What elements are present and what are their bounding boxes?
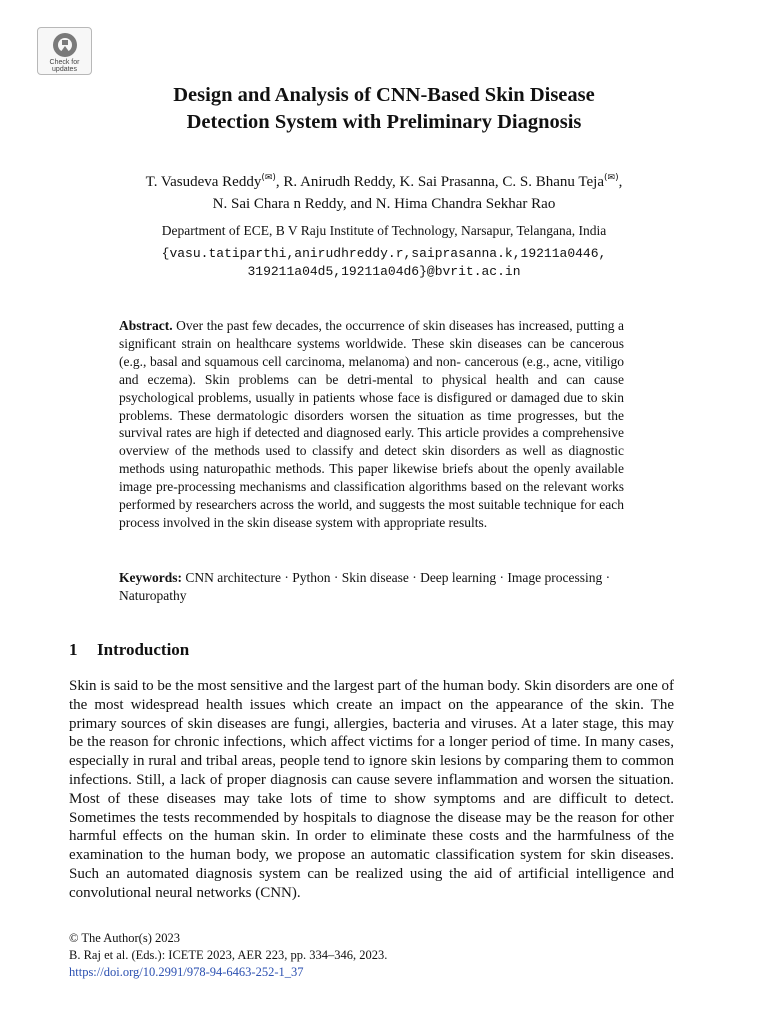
check-for-updates-icon: [52, 32, 78, 58]
abstract-text: Over the past few decades, the occurrence of skin diseases has increased, putting a significant strain on healthcare systems worldwide. These skin diseases can be cancerous (e.g., basal and squamous cell carcinoma, melanoma) and non- cancerous (e.g., acne, vitiligo and eczema). Skin problems can be detri-mental to physical health and can cause psychological problems, usually in patients whose face is disfigured or damaged due to skin problems. These dermatologic disorders worsen the situation as time progresses, but the survival rates are high if detected and diagnosed early. This article provides a comprehensive overview of the methods used to classify and detect skin disorders as well as diagnostic methods using naturopathic methods. This paper likewise briefs about the openly available image pre-processing mechanisms and classification algorithms based on the relevant works performed by researchers across the world, and suggests the most suitable technique for each process involved in the skin disease system with appropriate results.: [119, 318, 625, 530]
keywords-text: CNN architecture · Python · Skin disease · Deep learning · Image processing · Naturopathy: [119, 570, 611, 603]
author-1: T. Vasudeva Reddy: [145, 174, 262, 190]
author-emails: {vasu.tatiparthi,anirudhreddy.r,saiprasanna.k,19211a0446, 319211a04d5,19211a04d6}@bvrit.ac.in: [161, 246, 607, 279]
abstract-label: Abstract.: [119, 318, 173, 333]
badge-label: Check for updates: [49, 59, 80, 73]
introduction-paragraph: Skin is said to be the most sensitive and the largest part of the human body. Skin disorders are one of the most widespread health issues which create an impact on the appearance of the skin. The primary sources of skin diseases are fungi, allergies, bacteria and viruses. At a later stage, this may be the reason for chronic infections, which affect victims for a longer period of time. In many cases, especially in rural and tribal areas, people tend to ignore skin lesions by comparing them to common infections. Still, a lack of proper diagnosis can cause severe inflammation and worsen the situation. Most of these diseases may take lots of time to show symptoms and are difficult to detect. Sometimes the tests recommended by hospitals to diagnose the disease may be the reason for other harmful effects on the human skin. In order to eliminate these costs and the harmfulness of the examination to the human body, we propose an automatic classification system for skin diseases. Such an automated diagnosis system can be realized using the aid of artificial intelligence and convolutional neural networks (CNN).: [69, 678, 674, 901]
author-line-2: N. Sai Chara n Reddy, and N. Hima Chandra Sekhar Rao: [212, 196, 556, 212]
paper-title: Design and Analysis of CNN-Based Skin Disease Detection System with Preliminary Diagnosis: [173, 84, 595, 133]
copyright: © The Author(s) 2023: [69, 931, 180, 945]
affiliation: Department of ECE, B V Raju Institute of Technology, Narsapur, Telangana, India: [161, 223, 607, 238]
corresponding-mail-icon: (✉): [261, 173, 276, 183]
keywords-label: Keywords:: [119, 570, 182, 585]
section-title: Introduction: [97, 640, 190, 659]
abstract: [119, 317, 624, 532]
section-heading: [69, 639, 189, 661]
authors-comma: ,: [618, 174, 623, 190]
keywords: [119, 569, 624, 605]
author-line-1: [0, 172, 768, 194]
author-list: [0, 172, 768, 214]
footer: [69, 930, 387, 981]
section-number: 1: [69, 640, 78, 659]
authors-middle: , R. Anirudh Reddy, K. Sai Prasanna, C. S. Bhanu Teja: [275, 174, 605, 190]
check-for-updates-badge[interactable]: [37, 27, 92, 75]
doi-link[interactable]: https://doi.org/10.2991/978-94-6463-252-1_37: [69, 965, 304, 979]
corresponding-mail-icon-2: (✉): [604, 173, 619, 183]
citation: B. Raj et al. (Eds.): ICETE 2023, AER 223, pp. 334–346, 2023.: [69, 948, 388, 962]
